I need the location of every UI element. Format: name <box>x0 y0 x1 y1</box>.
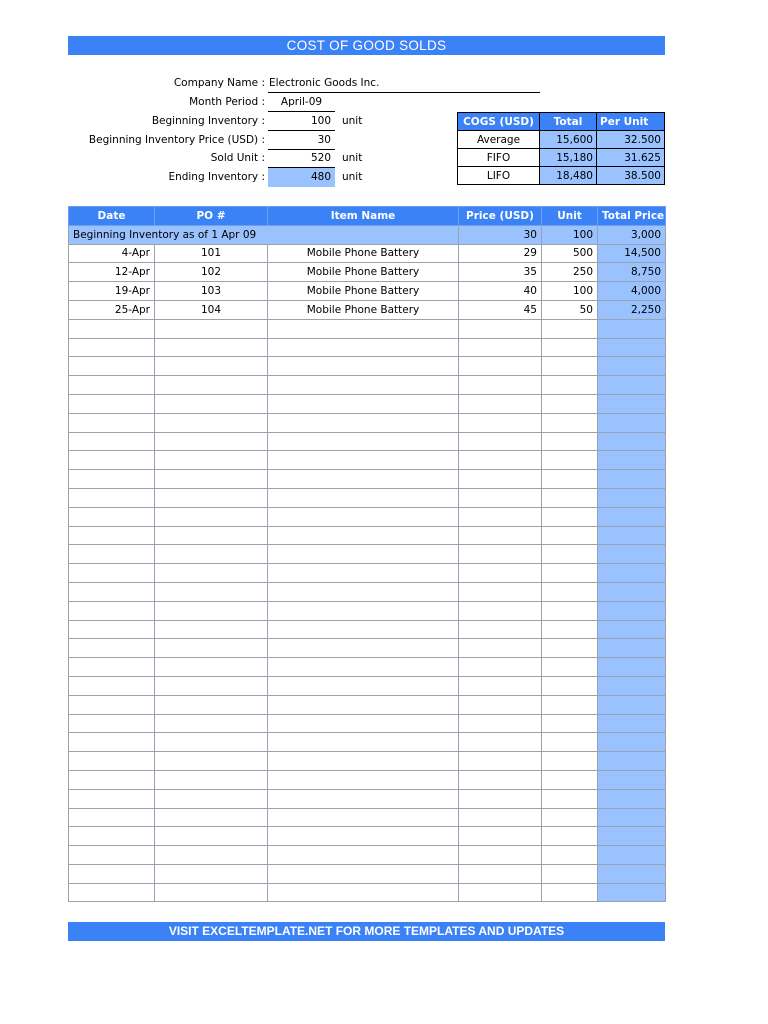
empty-cell[interactable] <box>69 338 155 357</box>
empty-cell[interactable] <box>459 639 542 658</box>
empty-cell <box>598 319 666 338</box>
empty-row <box>69 545 666 564</box>
cell-total-price: 8,750 <box>598 263 666 282</box>
beginning-price-label: Beginning Inventory Price (USD) : <box>88 134 265 146</box>
empty-cell <box>598 883 666 902</box>
empty-cell[interactable] <box>459 714 542 733</box>
empty-cell[interactable] <box>69 827 155 846</box>
beginning-inventory-value[interactable]: 100 <box>310 115 331 127</box>
cell-price[interactable]: 29 <box>459 244 542 263</box>
cell-price[interactable]: 45 <box>459 300 542 319</box>
column-header-total-price: Total Price <box>598 207 666 226</box>
empty-cell[interactable] <box>155 808 268 827</box>
empty-cell[interactable] <box>268 319 459 338</box>
empty-cell[interactable] <box>542 507 598 526</box>
empty-cell <box>598 564 666 583</box>
empty-cell[interactable] <box>459 827 542 846</box>
cell-po[interactable]: 101 <box>155 244 268 263</box>
empty-cell <box>598 451 666 470</box>
empty-cell[interactable] <box>155 413 268 432</box>
empty-cell[interactable] <box>268 752 459 771</box>
footer-banner[interactable]: VISIT EXCELTEMPLATE.NET FOR MORE TEMPLATES AND UPDATES <box>68 922 665 941</box>
empty-row <box>69 564 666 583</box>
empty-cell[interactable] <box>542 883 598 902</box>
cell-item-name[interactable]: Mobile Phone Battery <box>268 300 459 319</box>
cogs-per-unit: 38.500 <box>597 167 665 185</box>
empty-cell[interactable] <box>459 488 542 507</box>
cell-item-name[interactable]: Mobile Phone Battery <box>268 263 459 282</box>
empty-cell[interactable] <box>459 695 542 714</box>
cogs-method: FIFO <box>458 149 540 167</box>
empty-cell <box>598 846 666 865</box>
empty-cell <box>598 601 666 620</box>
empty-cell[interactable] <box>268 695 459 714</box>
cogs-summary-table <box>457 112 665 185</box>
empty-cell[interactable] <box>268 507 459 526</box>
empty-cell[interactable] <box>155 827 268 846</box>
empty-cell[interactable] <box>542 601 598 620</box>
empty-cell[interactable] <box>268 488 459 507</box>
empty-cell[interactable] <box>542 413 598 432</box>
empty-row <box>69 357 666 376</box>
empty-cell[interactable] <box>155 601 268 620</box>
empty-cell[interactable] <box>155 357 268 376</box>
empty-cell[interactable] <box>542 846 598 865</box>
empty-row <box>69 695 666 714</box>
empty-cell[interactable] <box>155 620 268 639</box>
empty-cell <box>598 432 666 451</box>
empty-cell[interactable] <box>155 733 268 752</box>
empty-cell[interactable] <box>459 545 542 564</box>
empty-row <box>69 470 666 489</box>
cell-item-name[interactable]: Mobile Phone Battery <box>268 282 459 301</box>
empty-cell[interactable] <box>268 526 459 545</box>
empty-cell[interactable] <box>268 582 459 601</box>
column-header-date: Date <box>69 207 155 226</box>
empty-cell <box>598 864 666 883</box>
empty-cell <box>598 338 666 357</box>
empty-cell[interactable] <box>542 752 598 771</box>
empty-cell[interactable] <box>459 658 542 677</box>
empty-cell[interactable] <box>268 658 459 677</box>
empty-cell[interactable] <box>155 451 268 470</box>
column-header-price: Price (USD) <box>459 207 542 226</box>
purchases-table <box>68 206 666 902</box>
cell-total-price: 4,000 <box>598 282 666 301</box>
empty-row <box>69 676 666 695</box>
cell-unit[interactable]: 500 <box>542 244 598 263</box>
empty-cell[interactable] <box>459 526 542 545</box>
empty-cell[interactable] <box>459 338 542 357</box>
beginning-inventory-unit: unit <box>342 115 363 127</box>
empty-cell[interactable] <box>542 470 598 489</box>
cell-po[interactable]: 104 <box>155 300 268 319</box>
empty-cell[interactable] <box>459 676 542 695</box>
empty-cell[interactable] <box>69 658 155 677</box>
empty-cell[interactable] <box>155 789 268 808</box>
empty-cell[interactable] <box>69 846 155 865</box>
empty-cell[interactable] <box>542 770 598 789</box>
empty-cell[interactable] <box>155 658 268 677</box>
empty-cell[interactable] <box>155 545 268 564</box>
empty-row <box>69 526 666 545</box>
empty-cell[interactable] <box>459 470 542 489</box>
empty-cell[interactable] <box>155 319 268 338</box>
empty-cell[interactable] <box>155 507 268 526</box>
cogs-per-unit: 31.625 <box>597 149 665 167</box>
cell-po[interactable]: 102 <box>155 263 268 282</box>
empty-cell[interactable] <box>459 808 542 827</box>
empty-cell[interactable] <box>69 601 155 620</box>
empty-cell[interactable] <box>155 639 268 658</box>
empty-cell[interactable] <box>459 752 542 771</box>
empty-cell[interactable] <box>459 770 542 789</box>
empty-cell[interactable] <box>69 376 155 395</box>
empty-cell <box>598 676 666 695</box>
table-row <box>69 300 666 319</box>
empty-row <box>69 827 666 846</box>
empty-cell[interactable] <box>542 394 598 413</box>
empty-cell[interactable] <box>459 789 542 808</box>
beginning-inventory-row-label: Beginning Inventory as of 1 Apr 09 <box>69 225 459 244</box>
empty-row <box>69 582 666 601</box>
empty-cell[interactable] <box>268 827 459 846</box>
cogs-total: 15,180 <box>540 149 597 167</box>
empty-cell[interactable] <box>542 338 598 357</box>
empty-cell[interactable] <box>542 676 598 695</box>
empty-cell <box>598 695 666 714</box>
empty-cell[interactable] <box>459 846 542 865</box>
empty-cell[interactable] <box>268 601 459 620</box>
empty-cell[interactable] <box>268 564 459 583</box>
cell-unit[interactable]: 250 <box>542 263 598 282</box>
empty-cell[interactable] <box>69 695 155 714</box>
empty-cell[interactable] <box>69 864 155 883</box>
empty-cell <box>598 808 666 827</box>
beginning-inventory-row-price: 30 <box>459 225 542 244</box>
cell-date[interactable]: 12-Apr <box>69 263 155 282</box>
empty-cell[interactable] <box>268 714 459 733</box>
page-title: COST OF GOOD SOLDS <box>68 36 665 55</box>
cogs-header-per-unit: Per Unit <box>597 113 665 131</box>
empty-cell[interactable] <box>268 883 459 902</box>
empty-cell[interactable] <box>268 733 459 752</box>
sold-unit-label: Sold Unit : <box>210 152 265 164</box>
empty-cell[interactable] <box>542 564 598 583</box>
ending-inventory-value: 480 <box>268 168 335 187</box>
empty-cell[interactable] <box>155 770 268 789</box>
empty-cell[interactable] <box>69 432 155 451</box>
month-period-label: Month Period : <box>189 96 265 108</box>
empty-cell[interactable] <box>268 789 459 808</box>
empty-row <box>69 846 666 865</box>
empty-row <box>69 864 666 883</box>
empty-cell[interactable] <box>459 864 542 883</box>
empty-cell[interactable] <box>459 601 542 620</box>
empty-cell <box>598 357 666 376</box>
empty-cell <box>598 770 666 789</box>
empty-cell <box>598 752 666 771</box>
empty-cell[interactable] <box>542 319 598 338</box>
empty-cell[interactable] <box>268 451 459 470</box>
month-period-underline <box>268 111 335 112</box>
empty-cell[interactable] <box>542 376 598 395</box>
cogs-header-total: Total <box>540 113 597 131</box>
table-header-row <box>69 207 666 226</box>
empty-cell[interactable] <box>459 376 542 395</box>
empty-row <box>69 770 666 789</box>
empty-row <box>69 319 666 338</box>
empty-row <box>69 639 666 658</box>
cogs-row-average <box>458 131 665 149</box>
empty-cell[interactable] <box>542 639 598 658</box>
empty-row <box>69 432 666 451</box>
empty-cell[interactable] <box>459 432 542 451</box>
empty-cell <box>598 507 666 526</box>
empty-cell[interactable] <box>542 488 598 507</box>
empty-cell[interactable] <box>155 883 268 902</box>
empty-cell[interactable] <box>268 413 459 432</box>
empty-cell[interactable] <box>542 864 598 883</box>
empty-cell[interactable] <box>268 432 459 451</box>
empty-cell <box>598 827 666 846</box>
cogs-header-method: COGS (USD) <box>458 113 540 131</box>
empty-row <box>69 808 666 827</box>
empty-cell[interactable] <box>459 394 542 413</box>
empty-cell[interactable] <box>268 770 459 789</box>
cogs-per-unit: 32.500 <box>597 131 665 149</box>
empty-cell[interactable] <box>542 620 598 639</box>
empty-cell[interactable] <box>268 639 459 658</box>
empty-cell[interactable] <box>69 394 155 413</box>
empty-cell[interactable] <box>69 714 155 733</box>
sold-unit-value[interactable]: 520 <box>310 152 331 164</box>
empty-cell[interactable] <box>69 413 155 432</box>
empty-cell[interactable] <box>155 526 268 545</box>
empty-cell[interactable] <box>155 714 268 733</box>
empty-cell[interactable] <box>459 883 542 902</box>
month-period-value[interactable]: April-09 <box>280 96 323 108</box>
cogs-row-lifo <box>458 167 665 185</box>
empty-row <box>69 451 666 470</box>
empty-row <box>69 338 666 357</box>
empty-cell[interactable] <box>69 526 155 545</box>
empty-cell[interactable] <box>69 733 155 752</box>
empty-cell[interactable] <box>268 676 459 695</box>
beginning-inventory-label: Beginning Inventory : <box>151 115 265 127</box>
empty-row <box>69 507 666 526</box>
empty-cell[interactable] <box>69 507 155 526</box>
cogs-header-row <box>458 113 665 131</box>
empty-row <box>69 394 666 413</box>
empty-cell[interactable] <box>155 864 268 883</box>
empty-cell[interactable] <box>69 470 155 489</box>
empty-cell[interactable] <box>542 451 598 470</box>
empty-cell[interactable] <box>459 357 542 376</box>
empty-row <box>69 883 666 902</box>
empty-cell[interactable] <box>69 488 155 507</box>
empty-cell[interactable] <box>542 827 598 846</box>
table-row <box>69 282 666 301</box>
cogs-method: Average <box>458 131 540 149</box>
empty-cell[interactable] <box>69 883 155 902</box>
empty-cell[interactable] <box>155 564 268 583</box>
empty-cell[interactable] <box>268 338 459 357</box>
empty-cell[interactable] <box>69 451 155 470</box>
beginning-inventory-underline <box>268 130 335 131</box>
empty-cell[interactable] <box>155 376 268 395</box>
empty-row <box>69 733 666 752</box>
cogs-method: LIFO <box>458 167 540 185</box>
empty-cell[interactable] <box>459 733 542 752</box>
empty-row <box>69 658 666 677</box>
company-name-underline <box>268 92 540 93</box>
empty-row <box>69 488 666 507</box>
empty-cell[interactable] <box>268 808 459 827</box>
empty-cell <box>598 733 666 752</box>
empty-cell[interactable] <box>268 394 459 413</box>
empty-cell[interactable] <box>542 432 598 451</box>
empty-cell[interactable] <box>69 789 155 808</box>
empty-cell[interactable] <box>268 376 459 395</box>
empty-cell[interactable] <box>69 752 155 771</box>
beginning-price-underline <box>268 149 335 150</box>
empty-cell[interactable] <box>542 658 598 677</box>
empty-cell[interactable] <box>542 357 598 376</box>
empty-cell[interactable] <box>155 846 268 865</box>
company-name-label: Company Name : <box>173 77 265 89</box>
empty-cell <box>598 658 666 677</box>
sold-unit-unit: unit <box>342 152 363 164</box>
empty-row <box>69 601 666 620</box>
empty-cell[interactable] <box>542 789 598 808</box>
empty-cell[interactable] <box>542 582 598 601</box>
empty-cell[interactable] <box>268 864 459 883</box>
empty-cell[interactable] <box>459 319 542 338</box>
empty-row <box>69 714 666 733</box>
empty-cell <box>598 526 666 545</box>
beginning-inventory-row-total: 3,000 <box>598 225 666 244</box>
empty-cell <box>598 376 666 395</box>
beginning-price-value[interactable]: 30 <box>317 134 331 146</box>
empty-cell[interactable] <box>268 846 459 865</box>
empty-cell[interactable] <box>69 564 155 583</box>
empty-cell[interactable] <box>542 714 598 733</box>
empty-cell[interactable] <box>459 413 542 432</box>
empty-cell[interactable] <box>155 338 268 357</box>
empty-cell[interactable] <box>542 695 598 714</box>
empty-cell <box>598 582 666 601</box>
empty-cell[interactable] <box>155 752 268 771</box>
empty-cell <box>598 545 666 564</box>
empty-cell[interactable] <box>459 582 542 601</box>
empty-row <box>69 752 666 771</box>
empty-cell <box>598 413 666 432</box>
beginning-inventory-row <box>69 225 666 244</box>
empty-cell[interactable] <box>268 470 459 489</box>
empty-cell[interactable] <box>459 620 542 639</box>
cell-date[interactable]: 4-Apr <box>69 244 155 263</box>
empty-cell[interactable] <box>155 488 268 507</box>
cogs-total: 18,480 <box>540 167 597 185</box>
empty-cell[interactable] <box>69 357 155 376</box>
empty-cell[interactable] <box>542 808 598 827</box>
cogs-total: 15,600 <box>540 131 597 149</box>
empty-cell[interactable] <box>155 432 268 451</box>
table-row <box>69 263 666 282</box>
empty-cell[interactable] <box>69 639 155 658</box>
empty-cell <box>598 620 666 639</box>
cell-price[interactable]: 40 <box>459 282 542 301</box>
cell-po[interactable]: 103 <box>155 282 268 301</box>
empty-row <box>69 376 666 395</box>
empty-cell[interactable] <box>155 676 268 695</box>
cell-total-price: 2,250 <box>598 300 666 319</box>
cogs-row-fifo <box>458 149 665 167</box>
empty-cell[interactable] <box>69 620 155 639</box>
empty-cell[interactable] <box>459 564 542 583</box>
column-header-po: PO # <box>155 207 268 226</box>
empty-cell <box>598 470 666 489</box>
empty-cell <box>598 394 666 413</box>
beginning-inventory-row-unit: 100 <box>542 225 598 244</box>
empty-cell[interactable] <box>155 470 268 489</box>
cell-total-price: 14,500 <box>598 244 666 263</box>
empty-cell[interactable] <box>69 582 155 601</box>
empty-cell[interactable] <box>69 808 155 827</box>
table-row <box>69 244 666 263</box>
empty-cell[interactable] <box>155 394 268 413</box>
empty-cell <box>598 789 666 808</box>
empty-cell[interactable] <box>459 507 542 526</box>
empty-cell[interactable] <box>69 545 155 564</box>
empty-cell[interactable] <box>155 582 268 601</box>
empty-cell[interactable] <box>268 545 459 564</box>
empty-cell <box>598 639 666 658</box>
ending-inventory-unit: unit <box>342 171 363 183</box>
cell-unit[interactable]: 100 <box>542 282 598 301</box>
empty-cell[interactable] <box>542 526 598 545</box>
empty-row <box>69 413 666 432</box>
empty-cell[interactable] <box>268 357 459 376</box>
column-header-item-name: Item Name <box>268 207 459 226</box>
empty-cell[interactable] <box>542 545 598 564</box>
empty-cell[interactable] <box>542 733 598 752</box>
empty-cell[interactable] <box>155 695 268 714</box>
cell-date[interactable]: 25-Apr <box>69 300 155 319</box>
cell-price[interactable]: 35 <box>459 263 542 282</box>
empty-row <box>69 789 666 808</box>
empty-cell[interactable] <box>69 319 155 338</box>
empty-cell[interactable] <box>268 620 459 639</box>
cell-item-name[interactable]: Mobile Phone Battery <box>268 244 459 263</box>
empty-cell[interactable] <box>69 676 155 695</box>
empty-row <box>69 620 666 639</box>
empty-cell[interactable] <box>69 770 155 789</box>
ending-inventory-label: Ending Inventory : <box>168 171 265 183</box>
empty-cell <box>598 488 666 507</box>
cell-unit[interactable]: 50 <box>542 300 598 319</box>
cell-date[interactable]: 19-Apr <box>69 282 155 301</box>
empty-cell[interactable] <box>459 451 542 470</box>
company-name-value[interactable]: Electronic Goods Inc. <box>269 77 380 89</box>
empty-cell <box>598 714 666 733</box>
column-header-unit: Unit <box>542 207 598 226</box>
